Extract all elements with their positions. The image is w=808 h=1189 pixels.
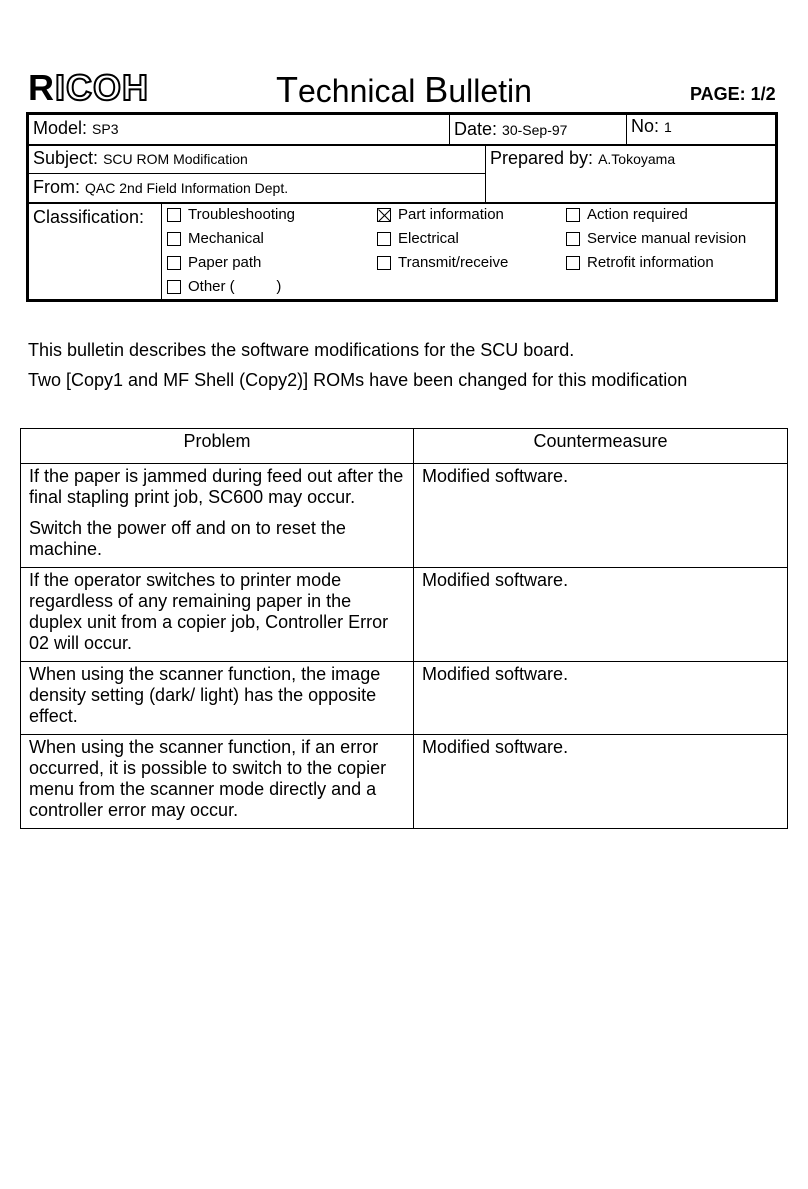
checkbox-box[interactable] (167, 232, 181, 246)
problem-cell (21, 464, 414, 568)
subject-field (33, 148, 248, 169)
header-divider (29, 173, 485, 174)
checkbox-box[interactable] (566, 208, 580, 222)
subject-value: SCU ROM Modification (103, 151, 248, 167)
table-row (21, 735, 788, 829)
date-value: 30-Sep-97 (502, 122, 568, 138)
header-divider (29, 202, 775, 204)
problem-text: Switch the power off and on to reset the machine. (29, 518, 346, 559)
checkbox-label: Paper path (188, 254, 262, 271)
problem-cell (21, 735, 414, 829)
problem-cell (21, 568, 414, 662)
logo-initial: R (28, 67, 55, 108)
countermeasure-cell: Modified software. (414, 662, 788, 735)
date-field (454, 119, 567, 140)
checkbox-electrical[interactable] (377, 230, 459, 248)
page-number: PAGE: 1/2 (690, 84, 776, 104)
problem-text: When using the scanner function, if an error occurred, it is possible to switch to the copier menu from the scanner mode directly and a controller error may occur. (29, 737, 387, 820)
checkbox-box[interactable] (377, 208, 391, 222)
checkbox-transmit-receive[interactable] (377, 254, 508, 272)
prepared-by-value: A.Tokoyama (598, 151, 676, 167)
classification-label: Classification: (33, 207, 145, 227)
title-part-1: echnical (298, 73, 425, 109)
header-divider (449, 115, 450, 145)
number-label: No: (631, 116, 660, 136)
problem-countermeasure-table (20, 428, 788, 829)
model-label: Model: (33, 118, 88, 138)
countermeasure-cell: Modified software. (414, 735, 788, 829)
header-box (26, 112, 778, 302)
checkbox-label: Other ( ) (188, 278, 282, 295)
from-field (33, 177, 288, 198)
countermeasure-cell: Modified software. (414, 464, 788, 568)
intro-line-1: This bulletin describes the software modifications for the SCU board. (28, 340, 575, 360)
checkbox-box[interactable] (377, 232, 391, 246)
problem-text: If the paper is jammed during feed out after the final stapling print job, SC600 may occur. (29, 466, 404, 507)
checkbox-box[interactable] (167, 280, 181, 294)
checkbox-label: Retrofit information (587, 254, 714, 271)
checkbox-label: Electrical (398, 230, 459, 247)
table-row (21, 568, 788, 662)
ricoh-logo (28, 67, 149, 108)
subject-label: Subject: (33, 148, 99, 168)
checkbox-label: Service manual revision (587, 230, 747, 247)
number-field (631, 116, 672, 137)
checkbox-service-manual-revision[interactable] (566, 230, 746, 248)
header-divider (161, 203, 162, 299)
header-divider (485, 145, 486, 203)
from-value: QAC 2nd Field Information Dept. (85, 180, 289, 196)
bulletin-title (276, 70, 532, 111)
checkbox-other[interactable] (167, 278, 281, 296)
problem-text: When using the scanner function, the image density setting (dark/ light) has the opposite effect. (29, 664, 381, 726)
checkbox-label: Troubleshooting (188, 206, 296, 223)
header-divider (29, 144, 775, 146)
table-row (21, 662, 788, 735)
model-field (33, 118, 119, 139)
countermeasure-cell: Modified software. (414, 568, 788, 662)
checkbox-box[interactable] (566, 232, 580, 246)
problem-cell (21, 662, 414, 735)
prepared-by-label: Prepared by: (490, 148, 594, 168)
checkbox-label: Transmit/receive (398, 254, 509, 271)
title-part-2: ulletin (448, 73, 532, 109)
checkbox-label: Action required (587, 206, 688, 223)
number-value: 1 (664, 119, 672, 135)
header-divider (626, 115, 627, 145)
checkbox-mechanical[interactable] (167, 230, 264, 248)
from-label: From: (33, 177, 80, 197)
checkbox-box[interactable] (566, 256, 580, 270)
checkbox-action-required[interactable] (566, 206, 688, 224)
problem-text: If the operator switches to printer mode regardless of any remaining paper in the duplex unit from a copier job, Controller Error 02 will occur. (29, 570, 389, 653)
title-initial-b: B (424, 69, 449, 110)
checkbox-box[interactable] (167, 256, 181, 270)
checkbox-box[interactable] (167, 208, 181, 222)
table-header-row (21, 429, 788, 464)
checkbox-label: Mechanical (188, 230, 264, 247)
intro-line-2: Two [Copy1 and MF Shell (Copy2)] ROMs have been changed for this modification (28, 370, 688, 390)
title-initial-t: T (276, 69, 298, 110)
checkbox-label: Part information (398, 206, 504, 223)
checkbox-box[interactable] (377, 256, 391, 270)
prepared-by-field (490, 148, 675, 169)
date-label: Date: (454, 119, 498, 139)
table-row (21, 464, 788, 568)
column-header-problem: Problem (21, 429, 414, 464)
checkbox-paper-path[interactable] (167, 254, 261, 272)
column-header-countermeasure: Countermeasure (414, 429, 788, 464)
checkbox-retrofit-information[interactable] (566, 254, 714, 272)
checkbox-troubleshooting[interactable] (167, 206, 295, 224)
logo-rest: ICOH (55, 67, 149, 108)
checkbox-part-information[interactable] (377, 206, 504, 224)
model-value: SP3 (92, 121, 119, 137)
